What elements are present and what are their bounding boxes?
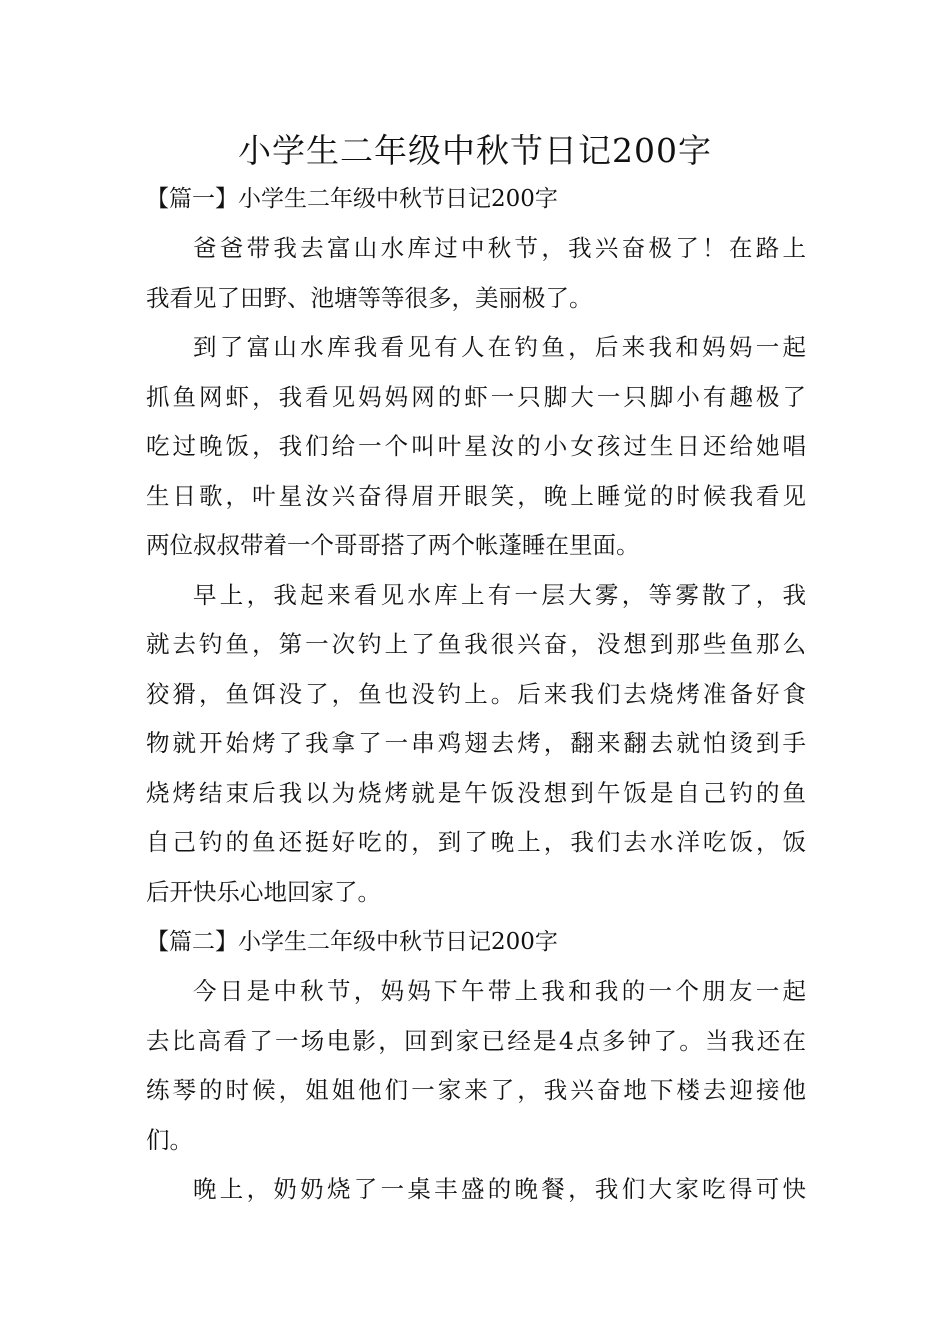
text-line: 早上，我起来看见水库上有一层大雾，等雾散了，我: [193, 580, 806, 609]
text-line: 抓鱼网虾，我看见妈妈网的虾一只脚大一只脚小有趣极了: [146, 382, 806, 411]
text-line: 自己钓的鱼还挺好吃的，到了晚上，我们去水洋吃饭，饭: [146, 828, 806, 856]
text-line: 烧烤结束后我以为烧烤就是午饭没想到午饭是自己钓的鱼: [146, 778, 806, 807]
text-line: 后开快乐心地回家了。: [146, 877, 381, 906]
paragraph: [146, 571, 806, 918]
paragraph: [146, 1165, 806, 1215]
text-line: 到了富山水库我看见有人在钓鱼，后来我和妈妈一起: [193, 333, 806, 361]
text-line: 生日歌，叶星汝兴奋得眉开眼笑，晚上睡觉的时候我看见: [146, 481, 806, 510]
section-heading-1: 【篇一】小学生二年级中秋节日记200字: [146, 186, 558, 212]
document-title: 小学生二年级中秋节日记200字: [238, 131, 712, 170]
text-line: 物就开始烤了我拿了一串鸡翅去烤，翻来翻去就怕烫到手: [146, 729, 806, 757]
paragraph: [146, 967, 806, 1165]
text-line: 就去钓鱼，第一次钓上了鱼我很兴奋，没想到那些鱼那么: [146, 630, 806, 658]
paragraph: [146, 323, 806, 571]
text-line: 吃过晚饭，我们给一个叫叶星汝的小女孩过生日还给她唱: [146, 432, 806, 460]
section-heading-2: 【篇二】小学生二年级中秋节日记200字: [146, 929, 558, 955]
text-line: 练琴的时候，姐姐他们一家来了，我兴奋地下楼去迎接他: [146, 1076, 806, 1104]
text-line: 爸爸带我去富山水库过中秋节，我兴奋极了！在路上: [193, 234, 806, 262]
text-line: 去比高看了一场电影，回到家已经是4点多钟了。当我还在: [146, 1026, 806, 1055]
document-body: [146, 174, 806, 1215]
text-line: 晚上，奶奶烧了一桌丰盛的晚餐，我们大家吃得可快: [193, 1175, 806, 1203]
text-line: 狡猾，鱼饵没了，鱼也没钓上。后来我们去烧烤准备好食: [146, 679, 806, 708]
text-line: 两位叔叔带着一个哥哥搭了两个帐蓬睡在里面。: [146, 531, 640, 559]
text-line: 们。: [146, 1125, 193, 1154]
text-line: 今日是中秋节，妈妈下午带上我和我的一个朋友一起: [193, 977, 806, 1005]
text-line: 我看见了田野、池塘等等很多，美丽极了。: [146, 283, 593, 312]
paragraph: [146, 224, 806, 323]
